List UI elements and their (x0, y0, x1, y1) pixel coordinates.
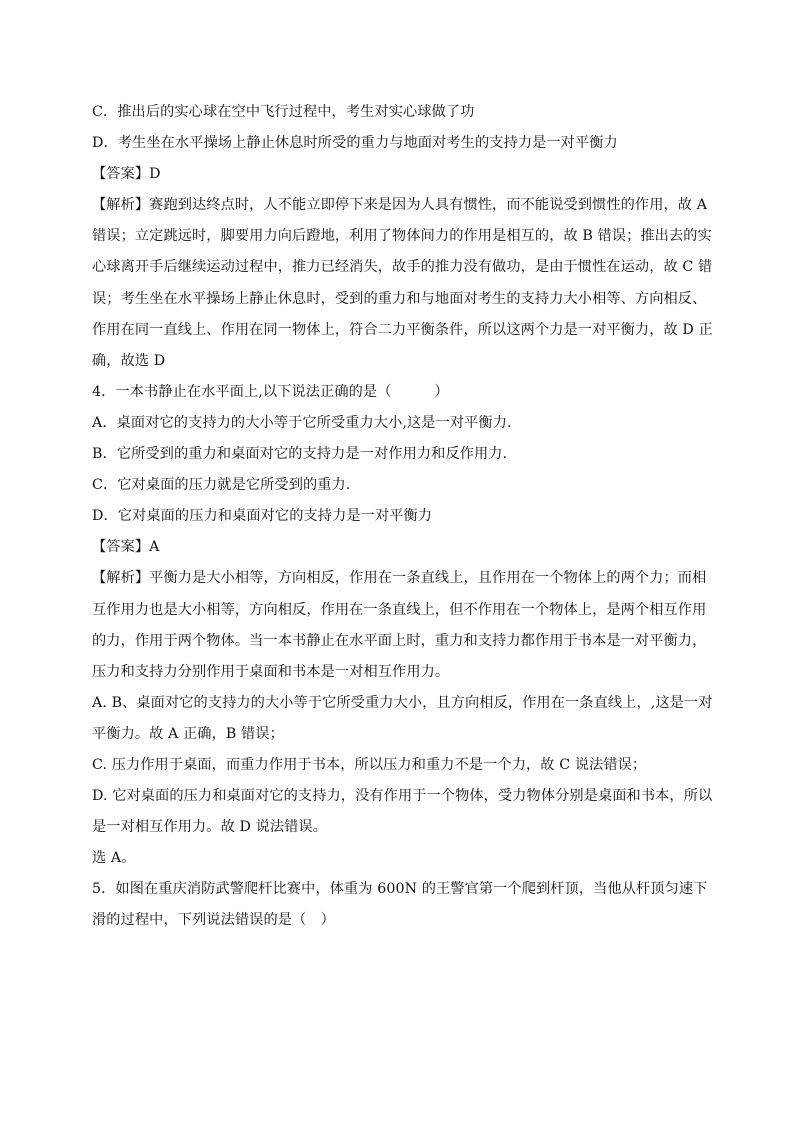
analysis-q4-choice: 选 A。 (92, 850, 136, 867)
analysis-q4-line-1: 【解析】平衡力是大小相等，方向相反，作用在一条直线上，且作用在一个物体上的两个力；而相 (92, 570, 707, 587)
analysis-q4-ab-line-1: A. B、桌面对它的支持力的大小等于它所受重力大小，且方向相反，作用在一条直线上，,这是一对 (92, 694, 713, 711)
option-c-q4: C．它对桌面的压力就是它所受到的重力. (92, 477, 351, 494)
answer-q4: 【答案】A (92, 539, 160, 556)
option-d-q4: D．它对桌面的压力和桌面对它的支持力是一对平衡力 (92, 508, 433, 525)
analysis-q4-ab-line-2: 平衡力。故 A 正确，B 错误； (92, 725, 284, 742)
option-d-q3: D．考生坐在水平操场上静止休息时所受的重力与地面对考生的支持力是一对平衡力 (92, 135, 618, 152)
option-c-q3: C．推出后的实心球在空中飞行过程中，考生对实心球做了功 (92, 104, 475, 120)
analysis-q3-line-4: 误；考生坐在水平操场上静止休息时，受到的重力和与地面对考生的支持力大小相等、方向相反、 (92, 290, 707, 307)
analysis-q3-line-6: 确，故选 D (92, 352, 166, 369)
analysis-q3-line-5: 作用在同一直线上、作用在同一物体上，符合二力平衡条件，所以这两个力是一对平衡力，故 D 正 (92, 321, 713, 338)
analysis-q4-line-3: 的力，作用于两个物体。当一本书静止在水平面上时，重力和支持力都作用于书本是一对平衡力， (92, 632, 707, 649)
analysis-q3-line-3: 心球离开手后继续运动过程中，推力已经消失，故手的推力没有做功，是由于惯性在运动，故 C 错 (92, 259, 713, 276)
analysis-q4-line-4: 压力和支持力分别作用于桌面和书本是一对相互作用力。 (92, 663, 450, 680)
analysis-q4-line-2: 互作用力也是大小相等，方向相反，作用在一条直线上，但不作用在一个物体上，是两个相互作用 (92, 601, 707, 618)
analysis-q3-line-2: 错误；立定跳远时，脚要用力向后蹬地，利用了物体间力的作用是相互的，故 B 错误；推出去的实 (92, 228, 712, 245)
answer-q3: 【答案】D (92, 166, 161, 183)
question-5-line-2: 滑的过程中，下列说法错误的是（ ） (92, 912, 335, 929)
analysis-q4-d-line-1: D. 它对桌面的压力和桌面对它的支持力，没有作用于一个物体，受力物体分别是桌面和书本，所以 (92, 788, 713, 805)
option-a-q4: A．桌面对它的支持力的大小等于它所受重力大小,这是一对平衡力. (92, 414, 512, 431)
question-5-line-1: 5．如图在重庆消防武警爬杆比赛中，体重为 600N 的王警官第一个爬到杆顶，当他从杆顶匀速下 (92, 881, 708, 898)
analysis-q4-d-line-2: 是一对相互作用力。故 D 说法错误。 (92, 819, 328, 836)
option-b-q4: B．它所受到的重力和桌面对它的支持力是一对作用力和反作用力. (92, 446, 508, 463)
analysis-q4-c: C. 压力作用于桌面，而重力作用于书本，所以压力和重力不是一个力，故 C 说法错误； (92, 756, 647, 773)
question-4: 4．一本书静止在水平面上,以下说法正确的是（ ） (92, 383, 449, 400)
analysis-q3-line-1: 【解析】赛跑到达终点时，人不能立即停下来是因为人具有惯性，而不能说受到惯性的作用，故 A (92, 197, 708, 214)
